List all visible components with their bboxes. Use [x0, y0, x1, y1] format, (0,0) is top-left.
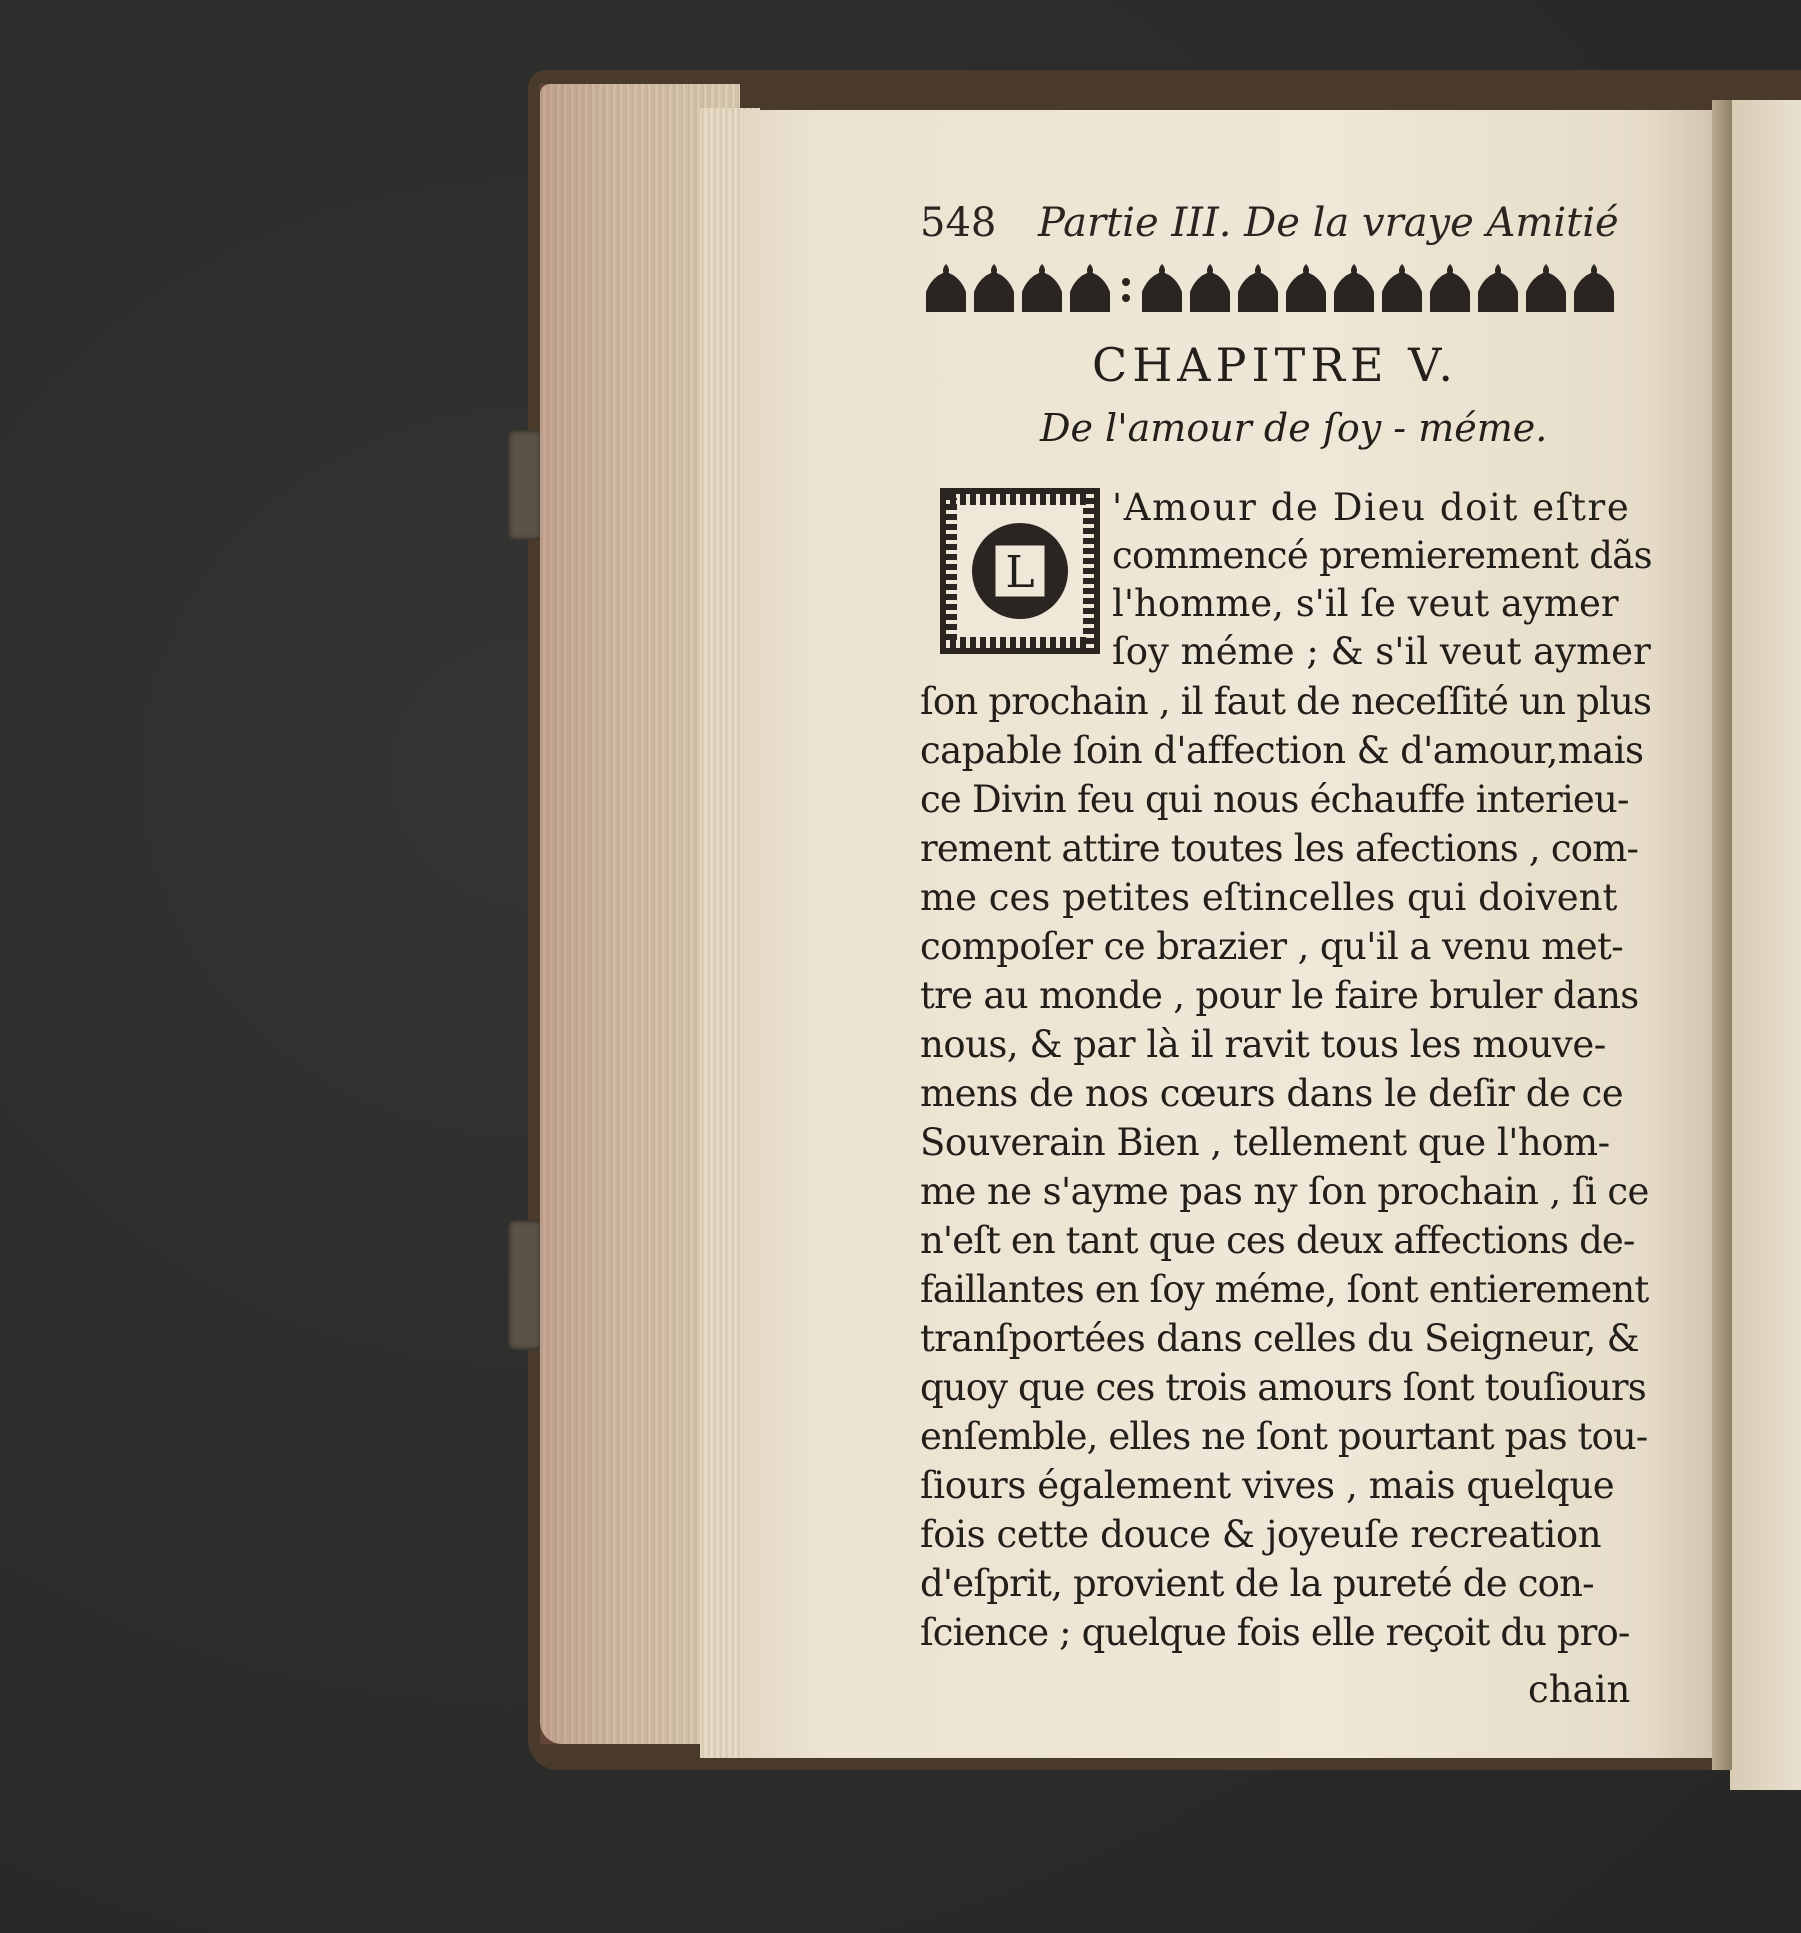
text-line: nous, & par là il ravit tous les mouve- — [920, 1023, 1606, 1066]
book-clasp-bottom — [508, 1220, 542, 1350]
text-line: 'Amour de Dieu doit eſtre — [1112, 486, 1631, 529]
text-line: capable ſoin d'affection & d'amour,mais — [920, 729, 1644, 772]
text-line: mens de nos cœurs dans le deſir de ce — [920, 1072, 1624, 1115]
text-line: ſon prochain , il faut de neceſſité un plus — [920, 680, 1652, 723]
text-line: tranſportées dans celles du Seigneur, & — [920, 1317, 1639, 1360]
text-line: ce Divin feu qui nous échauffe interieu- — [920, 778, 1629, 821]
headpiece-ornament — [924, 262, 1654, 314]
decorated-initial — [938, 486, 1102, 656]
chapter-subtitle: De l'amour de ſoy - méme. — [1040, 406, 1548, 450]
text-line: quoy que ces trois amours ſont touſiours — [920, 1366, 1646, 1409]
text-line: me ne s'ayme pas ny ſon prochain , ſi ce — [920, 1170, 1649, 1213]
text-line: me ces petites eſtincelles qui doivent — [920, 876, 1618, 919]
book-gutter — [1712, 100, 1732, 1770]
running-head: Partie III. De la vraye Amitié — [1038, 200, 1619, 246]
text-line: n'eſt en tant que ces deux affections de- — [920, 1219, 1635, 1262]
text-line: ſiours également vives , mais quelque — [920, 1464, 1615, 1507]
catchword: chain — [1528, 1668, 1631, 1711]
facing-page-edge — [1730, 100, 1801, 1790]
book-clasp-top — [508, 430, 542, 540]
text-line: l'homme, s'il ſe veut aymer — [1112, 582, 1619, 625]
text-line: commencé premierement dãs — [1112, 534, 1652, 577]
chapter-title: CHAPITRE V. — [1092, 338, 1458, 392]
text-line: faillantes en ſoy méme, ſont entierement — [920, 1268, 1649, 1311]
text-line: tre au monde , pour le faire bruler dans — [920, 974, 1639, 1017]
page-header — [920, 200, 1660, 244]
text-line: fois cette douce & joyeuſe recreation — [920, 1513, 1602, 1556]
initial-letter: L — [1005, 547, 1035, 598]
page-number: 548 — [920, 200, 997, 246]
text-line: rement attire toutes les afections , com- — [920, 827, 1639, 870]
text-line: enſemble, elles ne ſont pourtant pas tou- — [920, 1415, 1648, 1458]
text-line: compoſer ce brazier , qu'il a venu met- — [920, 925, 1624, 968]
text-line: ſoy méme ; & s'il veut aymer — [1112, 630, 1651, 673]
text-line: d'eſprit, provient de la pureté de con- — [920, 1562, 1594, 1605]
text-line: ſcience ; quelque fois elle reçoit du pro- — [920, 1611, 1630, 1654]
text-line: Souverain Bien , tellement que l'hom- — [920, 1121, 1610, 1164]
